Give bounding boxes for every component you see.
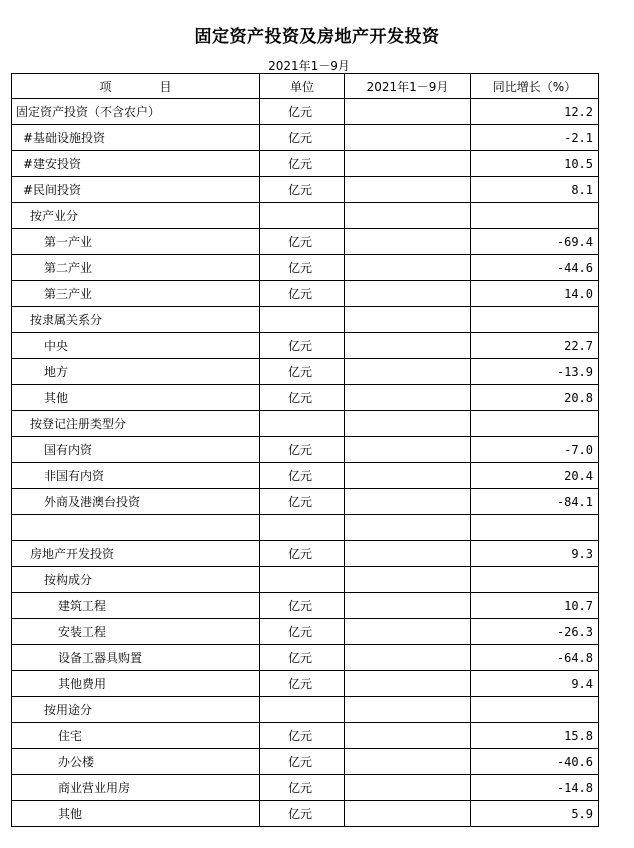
row-period-value bbox=[345, 723, 471, 749]
row-label: #民间投资 bbox=[12, 177, 260, 203]
row-growth-value: -64.8 bbox=[471, 645, 599, 671]
row-period-value bbox=[345, 255, 471, 281]
table-row bbox=[12, 801, 599, 827]
row-growth-value: 22.7 bbox=[471, 333, 599, 359]
table-row bbox=[12, 359, 599, 385]
row-period-value bbox=[345, 359, 471, 385]
row-label: 住宅 bbox=[12, 723, 260, 749]
row-period-value bbox=[345, 749, 471, 775]
table-row bbox=[12, 437, 599, 463]
row-unit bbox=[260, 307, 345, 333]
table-row bbox=[12, 515, 599, 541]
row-period-value bbox=[345, 411, 471, 437]
header-unit: 单位 bbox=[260, 74, 345, 99]
table-row bbox=[12, 151, 599, 177]
row-growth-value: -40.6 bbox=[471, 749, 599, 775]
row-growth-value bbox=[471, 515, 599, 541]
row-period-value bbox=[345, 619, 471, 645]
row-period-value bbox=[345, 125, 471, 151]
row-growth-value: -13.9 bbox=[471, 359, 599, 385]
row-unit: 亿元 bbox=[260, 489, 345, 515]
row-label: 第一产业 bbox=[12, 229, 260, 255]
row-period-value bbox=[345, 177, 471, 203]
row-period-value bbox=[345, 385, 471, 411]
row-period-value bbox=[345, 463, 471, 489]
row-growth-value: -7.0 bbox=[471, 437, 599, 463]
row-period-value bbox=[345, 697, 471, 723]
row-unit: 亿元 bbox=[260, 359, 345, 385]
row-label: #基础设施投资 bbox=[12, 125, 260, 151]
row-unit bbox=[260, 203, 345, 229]
row-period-value bbox=[345, 541, 471, 567]
row-unit: 亿元 bbox=[260, 723, 345, 749]
row-growth-value: 5.9 bbox=[471, 801, 599, 827]
row-growth-value bbox=[471, 203, 599, 229]
table-row bbox=[12, 593, 599, 619]
row-unit: 亿元 bbox=[260, 177, 345, 203]
table-row bbox=[12, 619, 599, 645]
row-period-value bbox=[345, 229, 471, 255]
table-row bbox=[12, 281, 599, 307]
row-growth-value: 9.4 bbox=[471, 671, 599, 697]
row-growth-value: -2.1 bbox=[471, 125, 599, 151]
page-title: 固定资产投资及房地产开发投资 bbox=[194, 27, 440, 47]
row-label: 地方 bbox=[12, 359, 260, 385]
row-label: 第三产业 bbox=[12, 281, 260, 307]
table-row bbox=[12, 125, 599, 151]
row-label: 商业营业用房 bbox=[12, 775, 260, 801]
table-row bbox=[12, 749, 599, 775]
row-period-value bbox=[345, 645, 471, 671]
header-item: 项 目 bbox=[12, 74, 260, 99]
row-growth-value: -69.4 bbox=[471, 229, 599, 255]
row-growth-value: 9.3 bbox=[471, 541, 599, 567]
row-label: 按构成分 bbox=[12, 567, 260, 593]
row-growth-value: 15.8 bbox=[471, 723, 599, 749]
table-row bbox=[12, 177, 599, 203]
row-period-value bbox=[345, 489, 471, 515]
row-unit: 亿元 bbox=[260, 671, 345, 697]
row-period-value bbox=[345, 333, 471, 359]
report-period-subtitle: 2021年1－9月 bbox=[268, 59, 350, 73]
row-period-value bbox=[345, 593, 471, 619]
row-growth-value bbox=[471, 411, 599, 437]
row-label: 其他 bbox=[12, 801, 260, 827]
row-growth-value: -14.8 bbox=[471, 775, 599, 801]
row-unit: 亿元 bbox=[260, 749, 345, 775]
row-unit: 亿元 bbox=[260, 645, 345, 671]
row-label: 建筑工程 bbox=[12, 593, 260, 619]
table-header bbox=[12, 74, 599, 99]
row-label: 房地产开发投资 bbox=[12, 541, 260, 567]
row-label: 按隶属关系分 bbox=[12, 307, 260, 333]
row-unit bbox=[260, 567, 345, 593]
row-label: 按产业分 bbox=[12, 203, 260, 229]
row-unit: 亿元 bbox=[260, 333, 345, 359]
row-label: #建安投资 bbox=[12, 151, 260, 177]
row-label: 办公楼 bbox=[12, 749, 260, 775]
table-row bbox=[12, 775, 599, 801]
row-growth-value: 10.7 bbox=[471, 593, 599, 619]
row-unit: 亿元 bbox=[260, 99, 345, 125]
row-growth-value bbox=[471, 567, 599, 593]
row-growth-value: -84.1 bbox=[471, 489, 599, 515]
table-row bbox=[12, 203, 599, 229]
table-row bbox=[12, 333, 599, 359]
table-row bbox=[12, 229, 599, 255]
row-unit bbox=[260, 411, 345, 437]
table-row bbox=[12, 645, 599, 671]
row-period-value bbox=[345, 775, 471, 801]
row-unit: 亿元 bbox=[260, 281, 345, 307]
header-period: 2021年1－9月 bbox=[345, 74, 471, 99]
row-growth-value: 8.1 bbox=[471, 177, 599, 203]
table-row bbox=[12, 489, 599, 515]
row-period-value bbox=[345, 671, 471, 697]
row-unit: 亿元 bbox=[260, 437, 345, 463]
row-label: 按登记注册类型分 bbox=[12, 411, 260, 437]
row-label: 按用途分 bbox=[12, 697, 260, 723]
header-growth: 同比增长（%） bbox=[471, 74, 599, 99]
row-label: 国有内资 bbox=[12, 437, 260, 463]
row-period-value bbox=[345, 437, 471, 463]
row-growth-value bbox=[471, 307, 599, 333]
row-growth-value: 20.8 bbox=[471, 385, 599, 411]
row-growth-value: -44.6 bbox=[471, 255, 599, 281]
table-row bbox=[12, 307, 599, 333]
table-row bbox=[12, 567, 599, 593]
row-label: 其他 bbox=[12, 385, 260, 411]
row-label: 外商及港澳台投资 bbox=[12, 489, 260, 515]
row-unit: 亿元 bbox=[260, 229, 345, 255]
table-row bbox=[12, 463, 599, 489]
row-label: 设备工器具购置 bbox=[12, 645, 260, 671]
table-row bbox=[12, 723, 599, 749]
table-body bbox=[12, 99, 599, 827]
row-label: 其他费用 bbox=[12, 671, 260, 697]
row-period-value bbox=[345, 307, 471, 333]
table-row bbox=[12, 671, 599, 697]
row-growth-value: 20.4 bbox=[471, 463, 599, 489]
row-unit: 亿元 bbox=[260, 463, 345, 489]
row-unit: 亿元 bbox=[260, 125, 345, 151]
row-period-value bbox=[345, 203, 471, 229]
row-period-value bbox=[345, 515, 471, 541]
row-label: 非国有内资 bbox=[12, 463, 260, 489]
investment-table bbox=[11, 73, 599, 827]
row-unit: 亿元 bbox=[260, 593, 345, 619]
row-period-value bbox=[345, 151, 471, 177]
row-label: 第二产业 bbox=[12, 255, 260, 281]
table-row bbox=[12, 99, 599, 125]
row-period-value bbox=[345, 281, 471, 307]
row-growth-value: -26.3 bbox=[471, 619, 599, 645]
table-row bbox=[12, 385, 599, 411]
table-row bbox=[12, 411, 599, 437]
row-unit bbox=[260, 515, 345, 541]
row-unit: 亿元 bbox=[260, 619, 345, 645]
row-unit bbox=[260, 697, 345, 723]
row-label: 中央 bbox=[12, 333, 260, 359]
table-header-row bbox=[12, 74, 599, 99]
table-row bbox=[12, 255, 599, 281]
row-growth-value: 12.2 bbox=[471, 99, 599, 125]
row-period-value bbox=[345, 567, 471, 593]
row-period-value bbox=[345, 801, 471, 827]
row-label: 安装工程 bbox=[12, 619, 260, 645]
row-unit: 亿元 bbox=[260, 151, 345, 177]
table-row bbox=[12, 541, 599, 567]
row-unit: 亿元 bbox=[260, 541, 345, 567]
row-growth-value: 10.5 bbox=[471, 151, 599, 177]
row-label bbox=[12, 515, 260, 541]
row-growth-value: 14.0 bbox=[471, 281, 599, 307]
row-label: 固定资产投资（不含农户） bbox=[12, 99, 260, 125]
row-growth-value bbox=[471, 697, 599, 723]
row-unit: 亿元 bbox=[260, 385, 345, 411]
row-unit: 亿元 bbox=[260, 801, 345, 827]
row-unit: 亿元 bbox=[260, 775, 345, 801]
table-row bbox=[12, 697, 599, 723]
row-period-value bbox=[345, 99, 471, 125]
row-unit: 亿元 bbox=[260, 255, 345, 281]
